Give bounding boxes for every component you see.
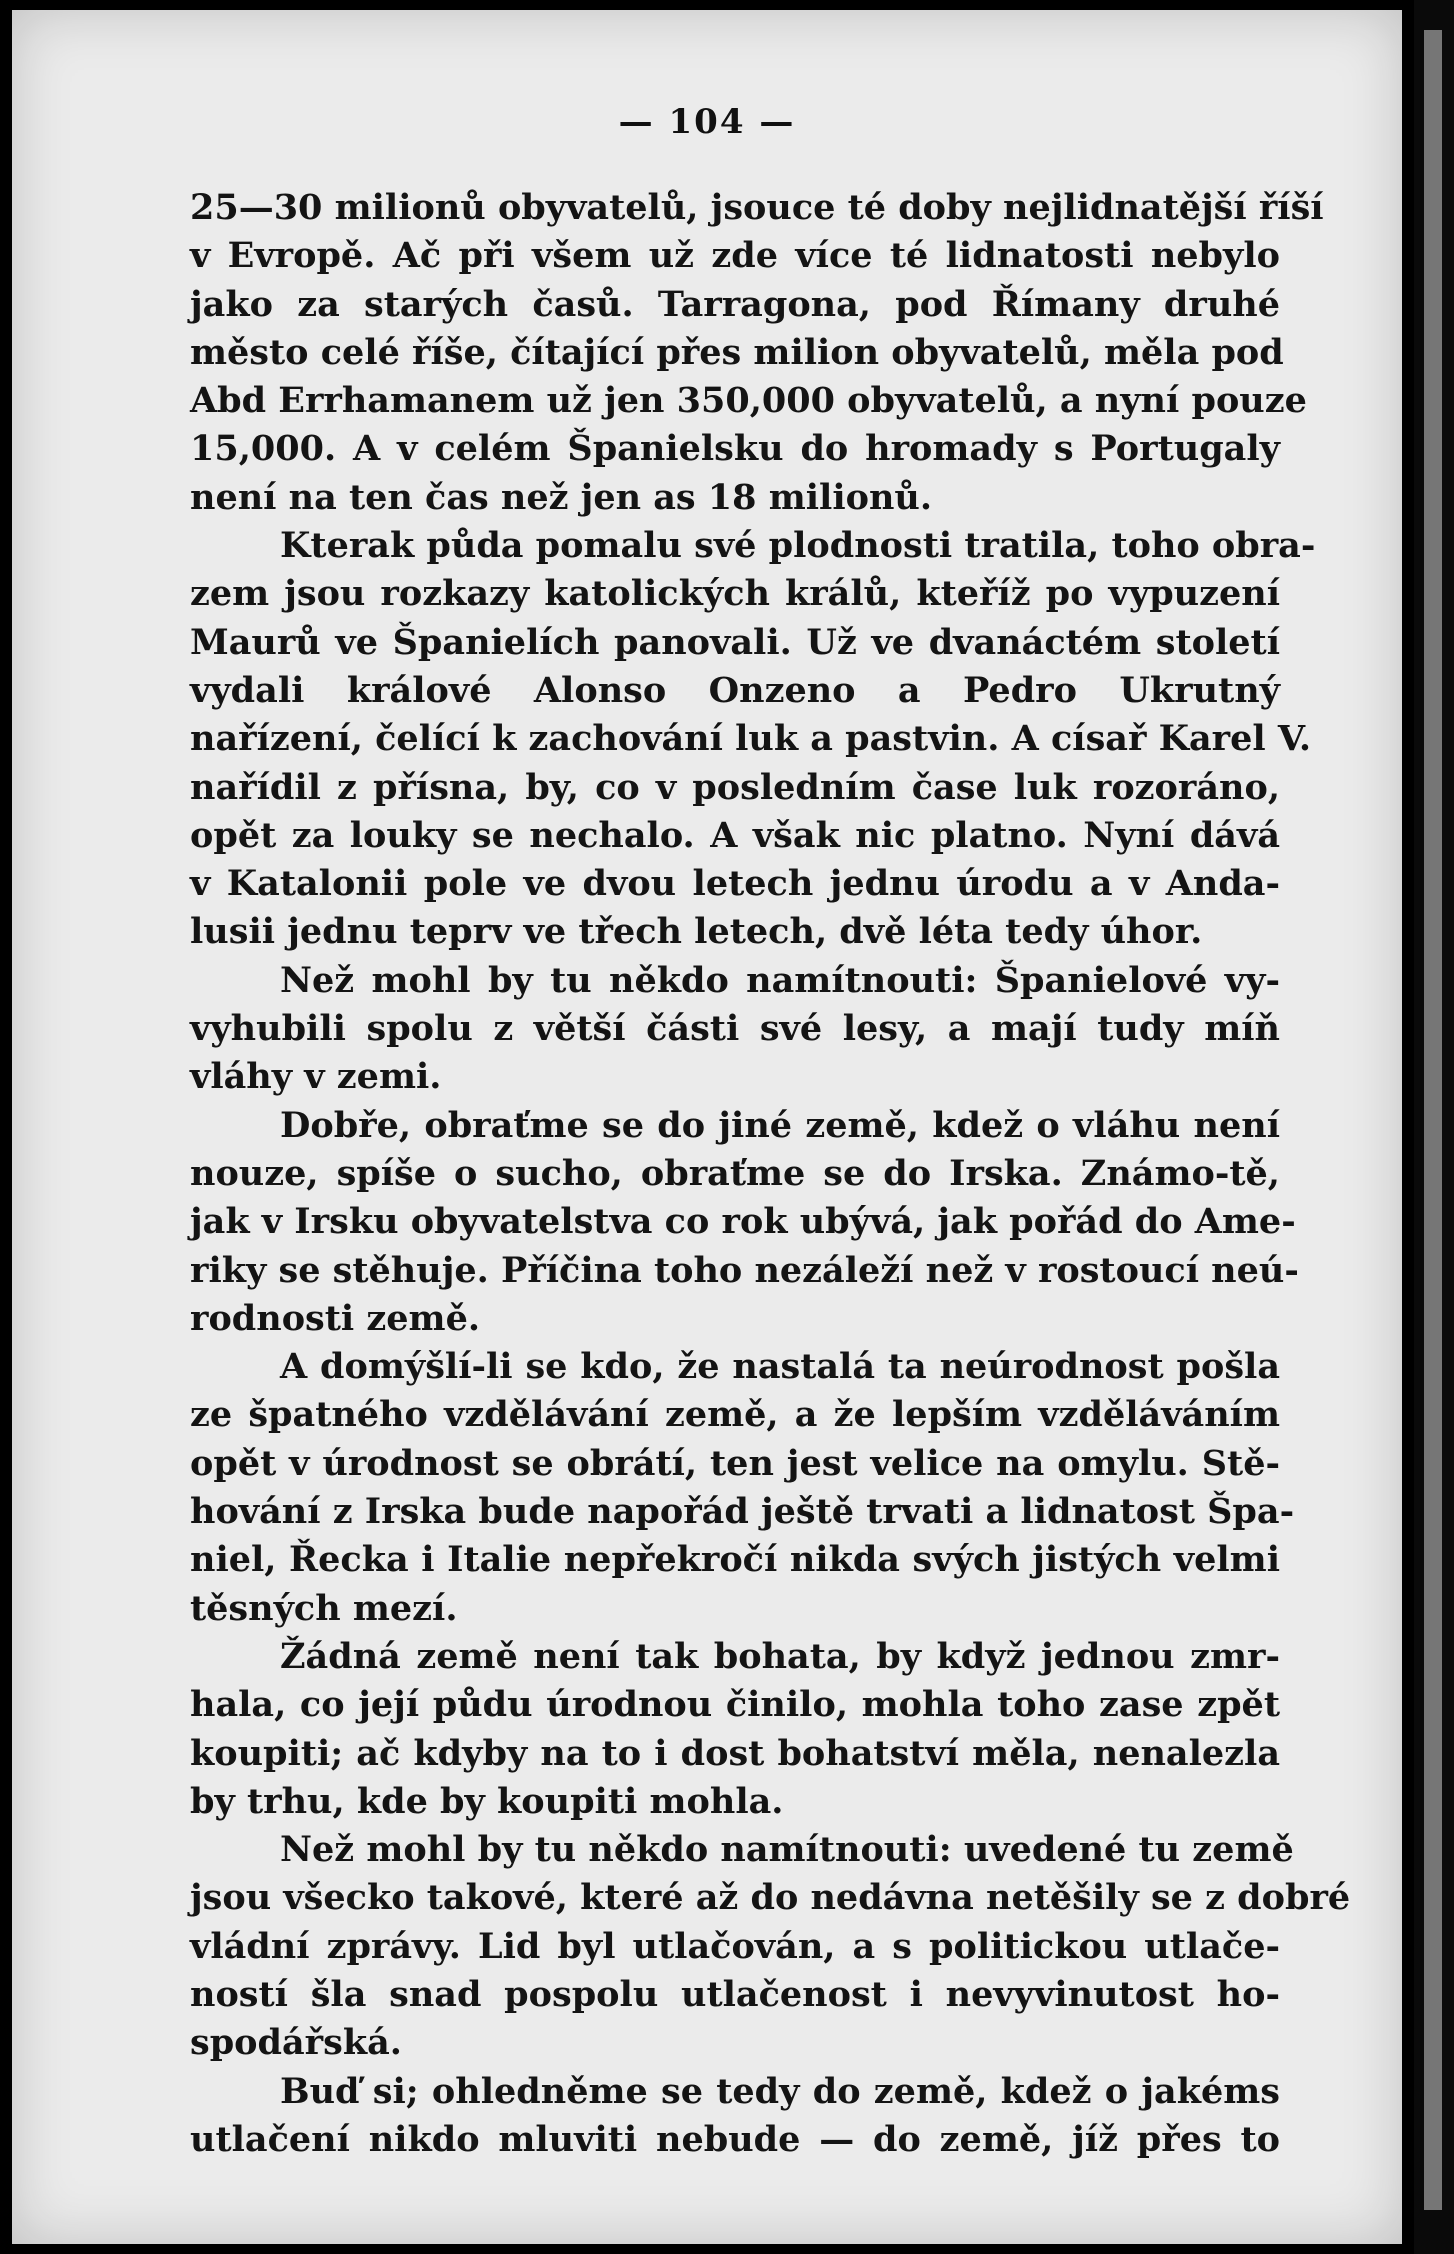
text-line: hování z Irska bude napořád ještě trvati a lidnatost Špa- [190, 1491, 1295, 1533]
text-line: vládní zprávy. Lid byl utlačován, a s politickou utlače- [190, 1925, 1280, 1967]
text-line: Kterak půda pomalu své plodnosti tratila, toho obra- [280, 525, 1316, 567]
text-line: hala, co její půdu úrodnou činilo, mohla toho zase zpět [190, 1684, 1280, 1726]
text-line: A domýšlí-li se kdo, že nastalá ta neúrodnost pošla [280, 1346, 1280, 1388]
text-line: rodnosti země. [190, 1297, 481, 1339]
text-line: Žádná země není tak bohata, by když jednou zmr- [280, 1635, 1280, 1677]
text-line: opět v úrodnost se obrátí, ten jest velice na omylu. Stě- [190, 1442, 1280, 1484]
text-line: ností šla snad pospolu utlačenost i nevyvinutost ho- [190, 1973, 1280, 2015]
text-line: město celé říše, čítající přes milion obyvatelů, měla pod [190, 331, 1284, 373]
text-line: 15,000. A v celém Španielsku do hromady s Portugaly [190, 428, 1280, 470]
paragraph [190, 522, 1316, 957]
text-line: lusii jednu teprv ve třech letech, dvě léta tedy úhor. [190, 911, 1203, 953]
text-line: riky se stěhuje. Příčina toho nezáleží než v rostoucí neú- [190, 1249, 1299, 1291]
text-line: jak v Irsku obyvatelstva co rok ubývá, jak pořád do Ame- [190, 1201, 1296, 1243]
text-line: nařízení, čelící k zachování luk a pastvin. A císař Karel V. [190, 718, 1312, 760]
text-line: nařídil z přísna, by, co v posledním čase luk rozoráno, [190, 766, 1280, 808]
text-line: jako za starých časů. Tarragona, pod Římany druhé [190, 283, 1280, 325]
text-line: Buď si; ohledněme se tedy do země, kdež o jakéms [280, 2070, 1280, 2112]
text-line: nouze, spíše o sucho, obraťme se do Irska. Známo-tě, [190, 1152, 1280, 1194]
text-line: Dobře, obraťme se do jiné země, kdež o vláhu není [280, 1104, 1280, 1146]
text-line: vydali králové Alonso Onzeno a Pedro Ukrutný [190, 669, 1280, 711]
text-line: těsných mezí. [190, 1587, 458, 1629]
text-line: Maurů ve Španielích panovali. Už ve dvanáctém století [190, 621, 1280, 663]
text-line: vláhy v zemi. [190, 1056, 442, 1098]
text-line: Než mohl by tu někdo namítnouti: uvedené tu země [280, 1829, 1294, 1871]
text-line: v Katalonii pole ve dvou letech jednu úrodu a v Anda- [190, 863, 1280, 905]
paragraph [190, 1343, 1295, 1633]
text-line: není na ten čas než jen as 18 milionů. [190, 476, 933, 518]
adjacent-page-edge [1414, 0, 1454, 2254]
paragraph [190, 1633, 1280, 1826]
text-line: by trhu, kde by koupiti mohla. [190, 1780, 784, 1822]
text-line: 25—30 milionů obyvatelů, jsouce té doby nejlidnatější říší [190, 187, 1324, 228]
body-text [190, 184, 1351, 2164]
text-line: utlačení nikdo mluviti nebude — do země, jíž přes to [190, 2118, 1280, 2160]
text-line: opět za louky se nechalo. A však nic platno. Nyní dává [190, 814, 1280, 856]
text-line: niel, Řecka i Italie nepřekročí nikda svých jistých velmi [190, 1539, 1280, 1581]
text-line: vyhubili spolu z větší části své lesy, a mají tudy míň [190, 1008, 1280, 1050]
text-line: Než mohl by tu někdo namítnouti: Španielové vy- [280, 959, 1280, 1001]
text-line: koupiti; ač kdyby na to i dost bohatství měla, nenalezla [190, 1732, 1280, 1774]
text-line: Abd Errhamanem už jen 350,000 obyvatelů, a nyní pouze [190, 380, 1307, 422]
page-edge-sliver [1424, 30, 1442, 2210]
paragraph [190, 184, 1324, 522]
text-line: v Evropě. Ač při všem už zde více té lidnatosti nebylo [190, 235, 1280, 277]
paragraph [190, 1102, 1299, 1343]
text-line: spodářská. [190, 2022, 402, 2064]
paragraph [190, 2068, 1280, 2165]
paragraph [190, 957, 1280, 1102]
text-line: jsou všecko takové, které až do nedávna netěšily se z dobré [190, 1877, 1351, 1919]
page-number: — 104 — [618, 102, 796, 142]
book-page [12, 10, 1402, 2244]
paragraph [190, 1826, 1351, 2067]
text-line: zem jsou rozkazy katolických králů, kteříž po vypuzení [190, 573, 1280, 615]
text-line: ze špatného vzdělávání země, a že lepším vzděláváním [190, 1394, 1280, 1436]
